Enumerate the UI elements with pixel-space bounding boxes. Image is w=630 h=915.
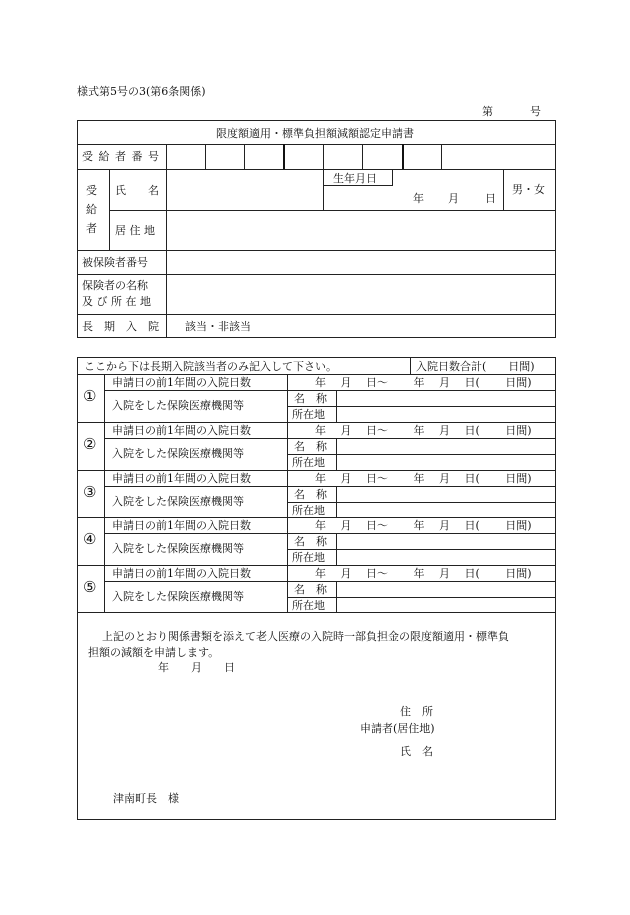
- facility-label: 入院をした保険医療機関等: [112, 447, 244, 460]
- entry-number: ⑤: [83, 578, 97, 596]
- facility-location-label: 所在地: [292, 504, 325, 517]
- birth-day: 日: [485, 192, 496, 205]
- form-title: 限度額適用・標準負担額減額認定申請書: [216, 127, 414, 140]
- facility-name-label: 名 称: [294, 440, 327, 453]
- recipient-label-3: 者: [86, 222, 97, 235]
- facility-location-label: 所在地: [292, 456, 325, 469]
- address-label: 居 住 地: [115, 224, 155, 237]
- days-label: 申請日の前1年間の入院日数: [112, 472, 251, 485]
- facility-label: 入院をした保険医療機関等: [112, 590, 244, 603]
- application-block: [77, 613, 556, 820]
- facility-name-label: 名 称: [294, 392, 327, 405]
- facility-label: 入院をした保険医療機関等: [112, 495, 244, 508]
- applicant-label: 申請者(居住地): [360, 722, 435, 735]
- stay-period: 年 月 日～ 年 月 日( 日間): [315, 376, 532, 389]
- statement-line1: 上記のとおり関係書類を添えて老人医療の入院時一部負担金の限度額適用・標準負: [102, 630, 509, 643]
- days-label: 申請日の前1年間の入院日数: [112, 519, 251, 532]
- entry-number: ②: [83, 435, 97, 453]
- gender-choice[interactable]: 男・女: [512, 183, 545, 196]
- addressee: 津南町長 様: [113, 792, 179, 805]
- facility-location-label: 所在地: [292, 408, 325, 421]
- serial-dai: 第: [482, 105, 493, 118]
- applicant-address-label: 住 所: [400, 705, 433, 718]
- facility-name-label: 名 称: [294, 535, 327, 548]
- applicant-name-label: 氏 名: [400, 745, 433, 758]
- statement-line2: 担額の減額を申請します。: [88, 646, 220, 659]
- stay-period: 年 月 日～ 年 月 日( 日間): [315, 472, 532, 485]
- entry-number: ④: [83, 530, 97, 548]
- facility-location-label: 所在地: [292, 551, 325, 564]
- long-stay-label: 長 期 入 院: [82, 320, 159, 333]
- stay-period: 年 月 日～ 年 月 日( 日間): [315, 424, 532, 437]
- entry-number: ③: [83, 483, 97, 501]
- recipient-label-1: 受: [86, 184, 97, 197]
- long-stay-choice[interactable]: 該当・非該当: [185, 320, 251, 333]
- recipient-label-2: 給: [86, 203, 97, 216]
- form-number: 様式第5号の3(第6条関係): [77, 85, 206, 98]
- facility-name-label: 名 称: [294, 488, 327, 501]
- birth-date-label: 生年月日: [333, 172, 377, 185]
- birth-month: 月: [448, 192, 459, 205]
- stay-period: 年 月 日～ 年 月 日( 日間): [315, 567, 532, 580]
- stay-period: 年 月 日～ 年 月 日( 日間): [315, 519, 532, 532]
- total-days-label: 入院日数合計( 日間): [416, 360, 535, 373]
- days-label: 申請日の前1年間の入院日数: [112, 376, 251, 389]
- facility-label: 入院をした保険医療機関等: [112, 542, 244, 555]
- recipient-number-label: 受 給 者 番 号: [82, 150, 160, 163]
- facility-location-label: 所在地: [292, 599, 325, 612]
- long-stay-note: ここから下は長期入院該当者のみ記入して下さい。: [84, 360, 337, 373]
- birth-year: 年: [413, 192, 424, 205]
- serial-go: 号: [530, 105, 541, 118]
- insured-number-label: 被保険者番号: [82, 256, 148, 269]
- insurer-label-line1: 保険者の名称: [82, 279, 148, 292]
- name-label: 氏 名: [115, 184, 159, 197]
- days-label: 申請日の前1年間の入院日数: [112, 424, 251, 437]
- facility-name-label: 名 称: [294, 583, 327, 596]
- application-date: 年 月 日: [158, 661, 235, 674]
- facility-label: 入院をした保険医療機関等: [112, 399, 244, 412]
- days-label: 申請日の前1年間の入院日数: [112, 567, 251, 580]
- entry-number: ①: [83, 387, 97, 405]
- insurer-label-line2: 及 び 所 在 地: [82, 295, 151, 308]
